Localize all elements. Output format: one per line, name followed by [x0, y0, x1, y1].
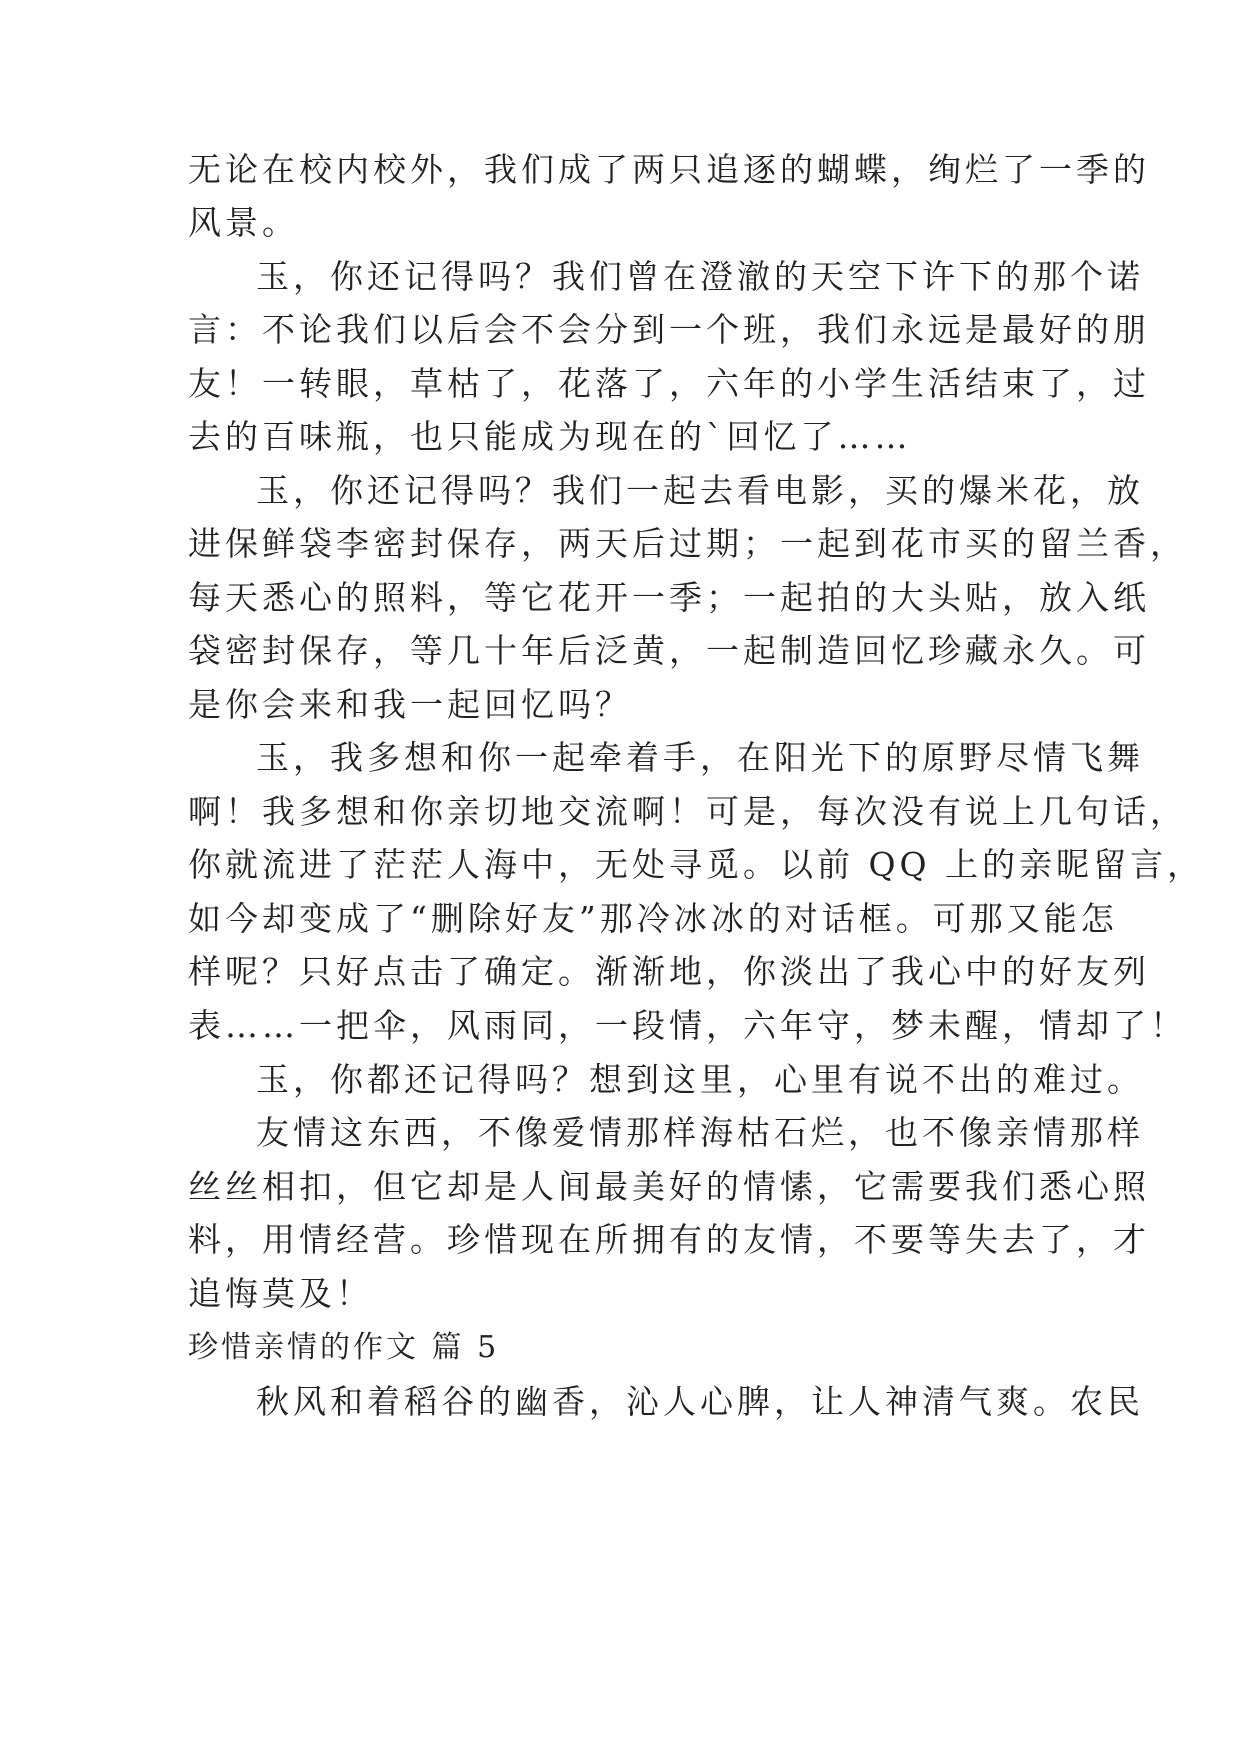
paragraph-line: 玉，我多想和你一起牵着手，在阳光下的原野尽情飞舞 — [256, 738, 1144, 777]
paragraph-line: 你就流进了茫茫人海中，无处寻觅。以前 QQ 上的亲昵留言， — [188, 845, 1205, 884]
paragraph-line: 进保鲜袋李密封保存，两天后过期；一起到花市买的留兰香， — [188, 524, 1187, 563]
paragraph-line: 玉，你还记得吗？我们一起去看电影，买的爆米花，放 — [256, 471, 1144, 510]
paragraph-line: 是你会来和我一起回忆吗？ — [188, 685, 632, 724]
paragraph-line: 啊！我多想和你亲切地交流啊！可是，每次没有说上几句话， — [188, 792, 1187, 831]
paragraph-line: 玉，你都还记得吗？想到这里，心里有说不出的难过。 — [256, 1060, 1144, 1099]
paragraph-line: 秋风和着稻谷的幽香，沁人心脾，让人神清气爽。农民 — [256, 1382, 1144, 1421]
section-heading: 珍惜亲情的作文 篇 5 — [188, 1330, 500, 1365]
paragraph-line: 友！一转眼，草枯了，花落了，六年的小学生活结束了，过 — [188, 364, 1150, 403]
paragraph-line: 风景。 — [188, 203, 299, 242]
paragraph-line: 料，用情经营。珍惜现在所拥有的友情，不要等失去了，才 — [188, 1220, 1150, 1259]
paragraph-line: 玉，你还记得吗？我们曾在澄澈的天空下许下的那个诺 — [256, 257, 1144, 296]
paragraph-line: 友情这东西，不像爱情那样海枯石烂，也不像亲情那样 — [256, 1113, 1144, 1152]
paragraph-line: 言：不论我们以后会不会分到一个班，我们永远是最好的朋 — [188, 310, 1150, 349]
paragraph-line: 追悔莫及！ — [188, 1274, 373, 1313]
paragraph-line: 表……一把伞，风雨同，一段情，六年守，梦未醒，情却了！ — [188, 1006, 1187, 1045]
paragraph-line: 样呢？只好点击了确定。渐渐地，你淡出了我心中的好友列 — [188, 952, 1150, 991]
paragraph-line: 丝丝相扣，但它却是人间最美好的情愫，它需要我们悉心照 — [188, 1167, 1150, 1206]
paragraph-line: 如今却变成了“删除好友”那冷冰冰的对话框。可那又能怎 — [188, 899, 1118, 938]
paragraph-line: 无论在校内校外，我们成了两只追逐的蝴蝶，绚烂了一季的 — [188, 150, 1150, 189]
paragraph-line: 每天悉心的照料，等它花开一季；一起拍的大头贴，放入纸 — [188, 578, 1150, 617]
paragraph-line: 去的百味瓶，也只能成为现在的`回忆了…… — [188, 417, 912, 456]
paragraph-line: 袋密封保存，等几十年后泛黄，一起制造回忆珍藏永久。可 — [188, 631, 1150, 670]
